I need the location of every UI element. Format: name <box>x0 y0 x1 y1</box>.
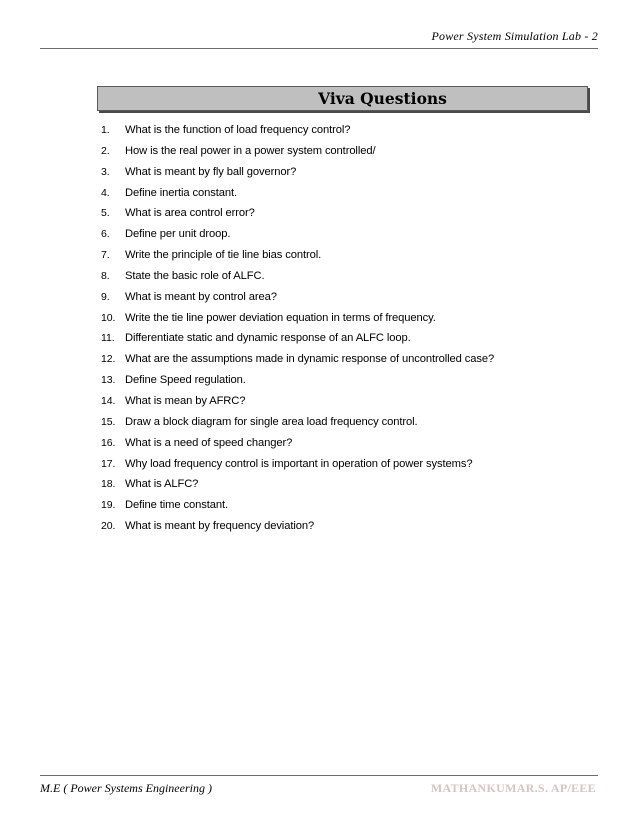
list-item <box>101 207 581 228</box>
footer-course: M.E ( Power Systems Engineering ) <box>40 781 212 795</box>
list-item <box>101 291 581 312</box>
question-number: 20. <box>101 520 116 533</box>
list-item <box>101 270 581 291</box>
question-number: 14. <box>101 394 116 407</box>
question-number: 18. <box>101 478 116 491</box>
header-title: Power System Simulation Lab - 2 <box>431 29 598 43</box>
list-item <box>101 478 581 499</box>
question-number: 9. <box>101 290 110 303</box>
question-text: Define per unit droop. <box>125 228 231 241</box>
question-list <box>101 124 581 541</box>
question-text: How is the real power in a power system controlled/ <box>125 144 376 157</box>
question-number: 19. <box>101 499 116 512</box>
list-item <box>101 332 581 353</box>
question-text: Define time constant. <box>125 499 228 512</box>
question-number: 15. <box>101 415 116 428</box>
question-text: Draw a block diagram for single area load frequency control. <box>125 415 418 428</box>
question-number: 11. <box>101 332 115 345</box>
list-item <box>101 520 581 541</box>
list-item <box>101 499 581 520</box>
section-title: Viva Questions <box>318 89 447 108</box>
question-number: 7. <box>101 249 110 262</box>
question-text: Differentiate static and dynamic response of an ALFC loop. <box>125 332 411 345</box>
list-item <box>101 312 581 333</box>
footer-author: MATHANKUMAR.S. AP/EEE <box>430 781 596 795</box>
question-number: 12. <box>101 353 116 366</box>
question-number: 5. <box>101 207 110 220</box>
question-text: State the basic role of ALFC. <box>125 269 265 282</box>
list-item <box>101 437 581 458</box>
question-text: What is meant by fly ball governor? <box>125 165 297 178</box>
question-text: Why load frequency control is important in operation of power systems? <box>125 457 473 470</box>
question-number: 4. <box>101 186 110 199</box>
question-number: 13. <box>101 374 116 387</box>
list-item <box>101 416 581 437</box>
question-number: 10. <box>101 311 116 324</box>
list-item <box>101 145 581 166</box>
list-item <box>101 353 581 374</box>
footer-divider <box>40 775 598 776</box>
question-number: 1. <box>101 124 110 136</box>
question-text: What is mean by AFRC? <box>125 394 246 407</box>
question-number: 3. <box>101 165 110 178</box>
list-item <box>101 166 581 187</box>
question-number: 16. <box>101 436 116 449</box>
section-title-box <box>97 86 588 111</box>
question-text: What is the function of load frequency control? <box>125 124 351 136</box>
question-text: What is meant by control area? <box>125 290 277 303</box>
list-item <box>101 187 581 208</box>
header-divider <box>40 48 598 49</box>
question-text: What is meant by frequency deviation? <box>125 520 315 533</box>
question-number: 2. <box>101 144 110 157</box>
list-item <box>101 395 581 416</box>
question-text: What is area control error? <box>125 207 255 220</box>
question-number: 17. <box>101 457 116 470</box>
question-text: What is a need of speed changer? <box>125 436 293 449</box>
list-item <box>101 124 581 145</box>
question-number: 8. <box>101 269 110 282</box>
list-item <box>101 374 581 395</box>
question-text: Write the tie line power deviation equation in terms of frequency. <box>125 311 436 324</box>
question-text: What are the assumptions made in dynamic response of uncontrolled case? <box>125 353 495 366</box>
question-number: 6. <box>101 228 110 241</box>
question-text: What is ALFC? <box>125 478 199 491</box>
question-text: Write the principle of tie line bias control. <box>125 249 322 262</box>
question-text: Define Speed regulation. <box>125 374 246 387</box>
list-item <box>101 458 581 479</box>
question-text: Define inertia constant. <box>125 186 238 199</box>
list-item <box>101 249 581 270</box>
list-item <box>101 228 581 249</box>
